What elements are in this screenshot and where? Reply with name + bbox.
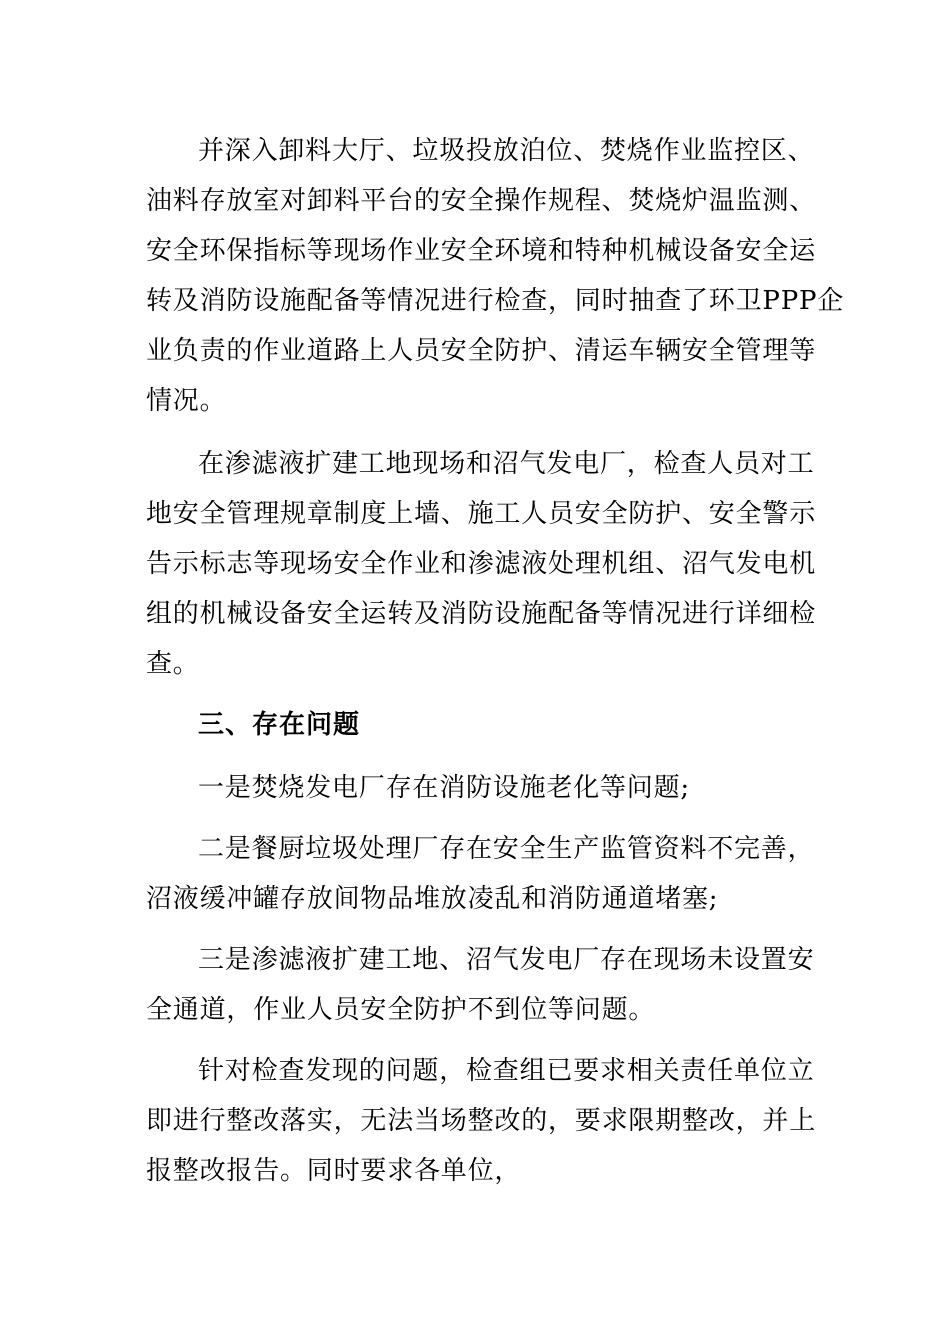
paragraph-line: 报整改报告。同时要求各单位，	[146, 1156, 522, 1186]
paragraph-line: 并深入卸料大厅、垃圾投放泊位、焚烧作业监控区、	[198, 136, 815, 166]
paragraph-line: 业负责的作业道路上人员安全防护、清运车辆安全管理等	[146, 336, 817, 366]
paragraph-line: 三是渗滤液扩建工地、沼气发电厂存在现场未设置安	[198, 945, 815, 975]
paragraph-line: 组的机械设备安全运转及消防设施配备等情况进行详细检	[146, 599, 817, 629]
paragraph-line: 沼液缓冲罐存放间物品堆放凌乱和消防通道堵塞;	[146, 884, 719, 914]
paragraph-line: 告示标志等现场安全作业和渗滤液处理机组、沼气发电机	[146, 549, 817, 579]
paragraph-line: 一是焚烧发电厂存在消防设施老化等问题;	[198, 773, 690, 803]
paragraph-line: 二是餐厨垃圾处理厂存在安全生产监管资料不完善，	[198, 834, 815, 864]
section-heading: 三、存在问题	[198, 710, 361, 740]
paragraph-line: 在渗滤液扩建工地现场和沼气发电厂，检查人员对工	[198, 449, 815, 479]
paragraph-line: 情况。	[146, 386, 227, 416]
paragraph-line: 转及消防设施配备等情况进行检查，同时抽查了环卫PPP企	[146, 286, 845, 316]
paragraph-line: 针对检查发现的问题，检查组已要求相关责任单位立	[198, 1056, 815, 1086]
paragraph-line: 即进行整改落实，无法当场整改的，要求限期整改，并上	[146, 1106, 817, 1136]
paragraph-line: 安全环保指标等现场作业安全环境和特种机械设备安全运	[146, 236, 817, 266]
paragraph-line: 查。	[146, 649, 200, 679]
paragraph-line: 油料存放室对卸料平台的安全操作规程、焚烧炉温监测、	[146, 186, 817, 216]
paragraph-line: 地安全管理规章制度上墙、施工人员安全防护、安全警示	[146, 499, 817, 529]
paragraph-line: 全通道，作业人员安全防护不到位等问题。	[146, 995, 656, 1025]
